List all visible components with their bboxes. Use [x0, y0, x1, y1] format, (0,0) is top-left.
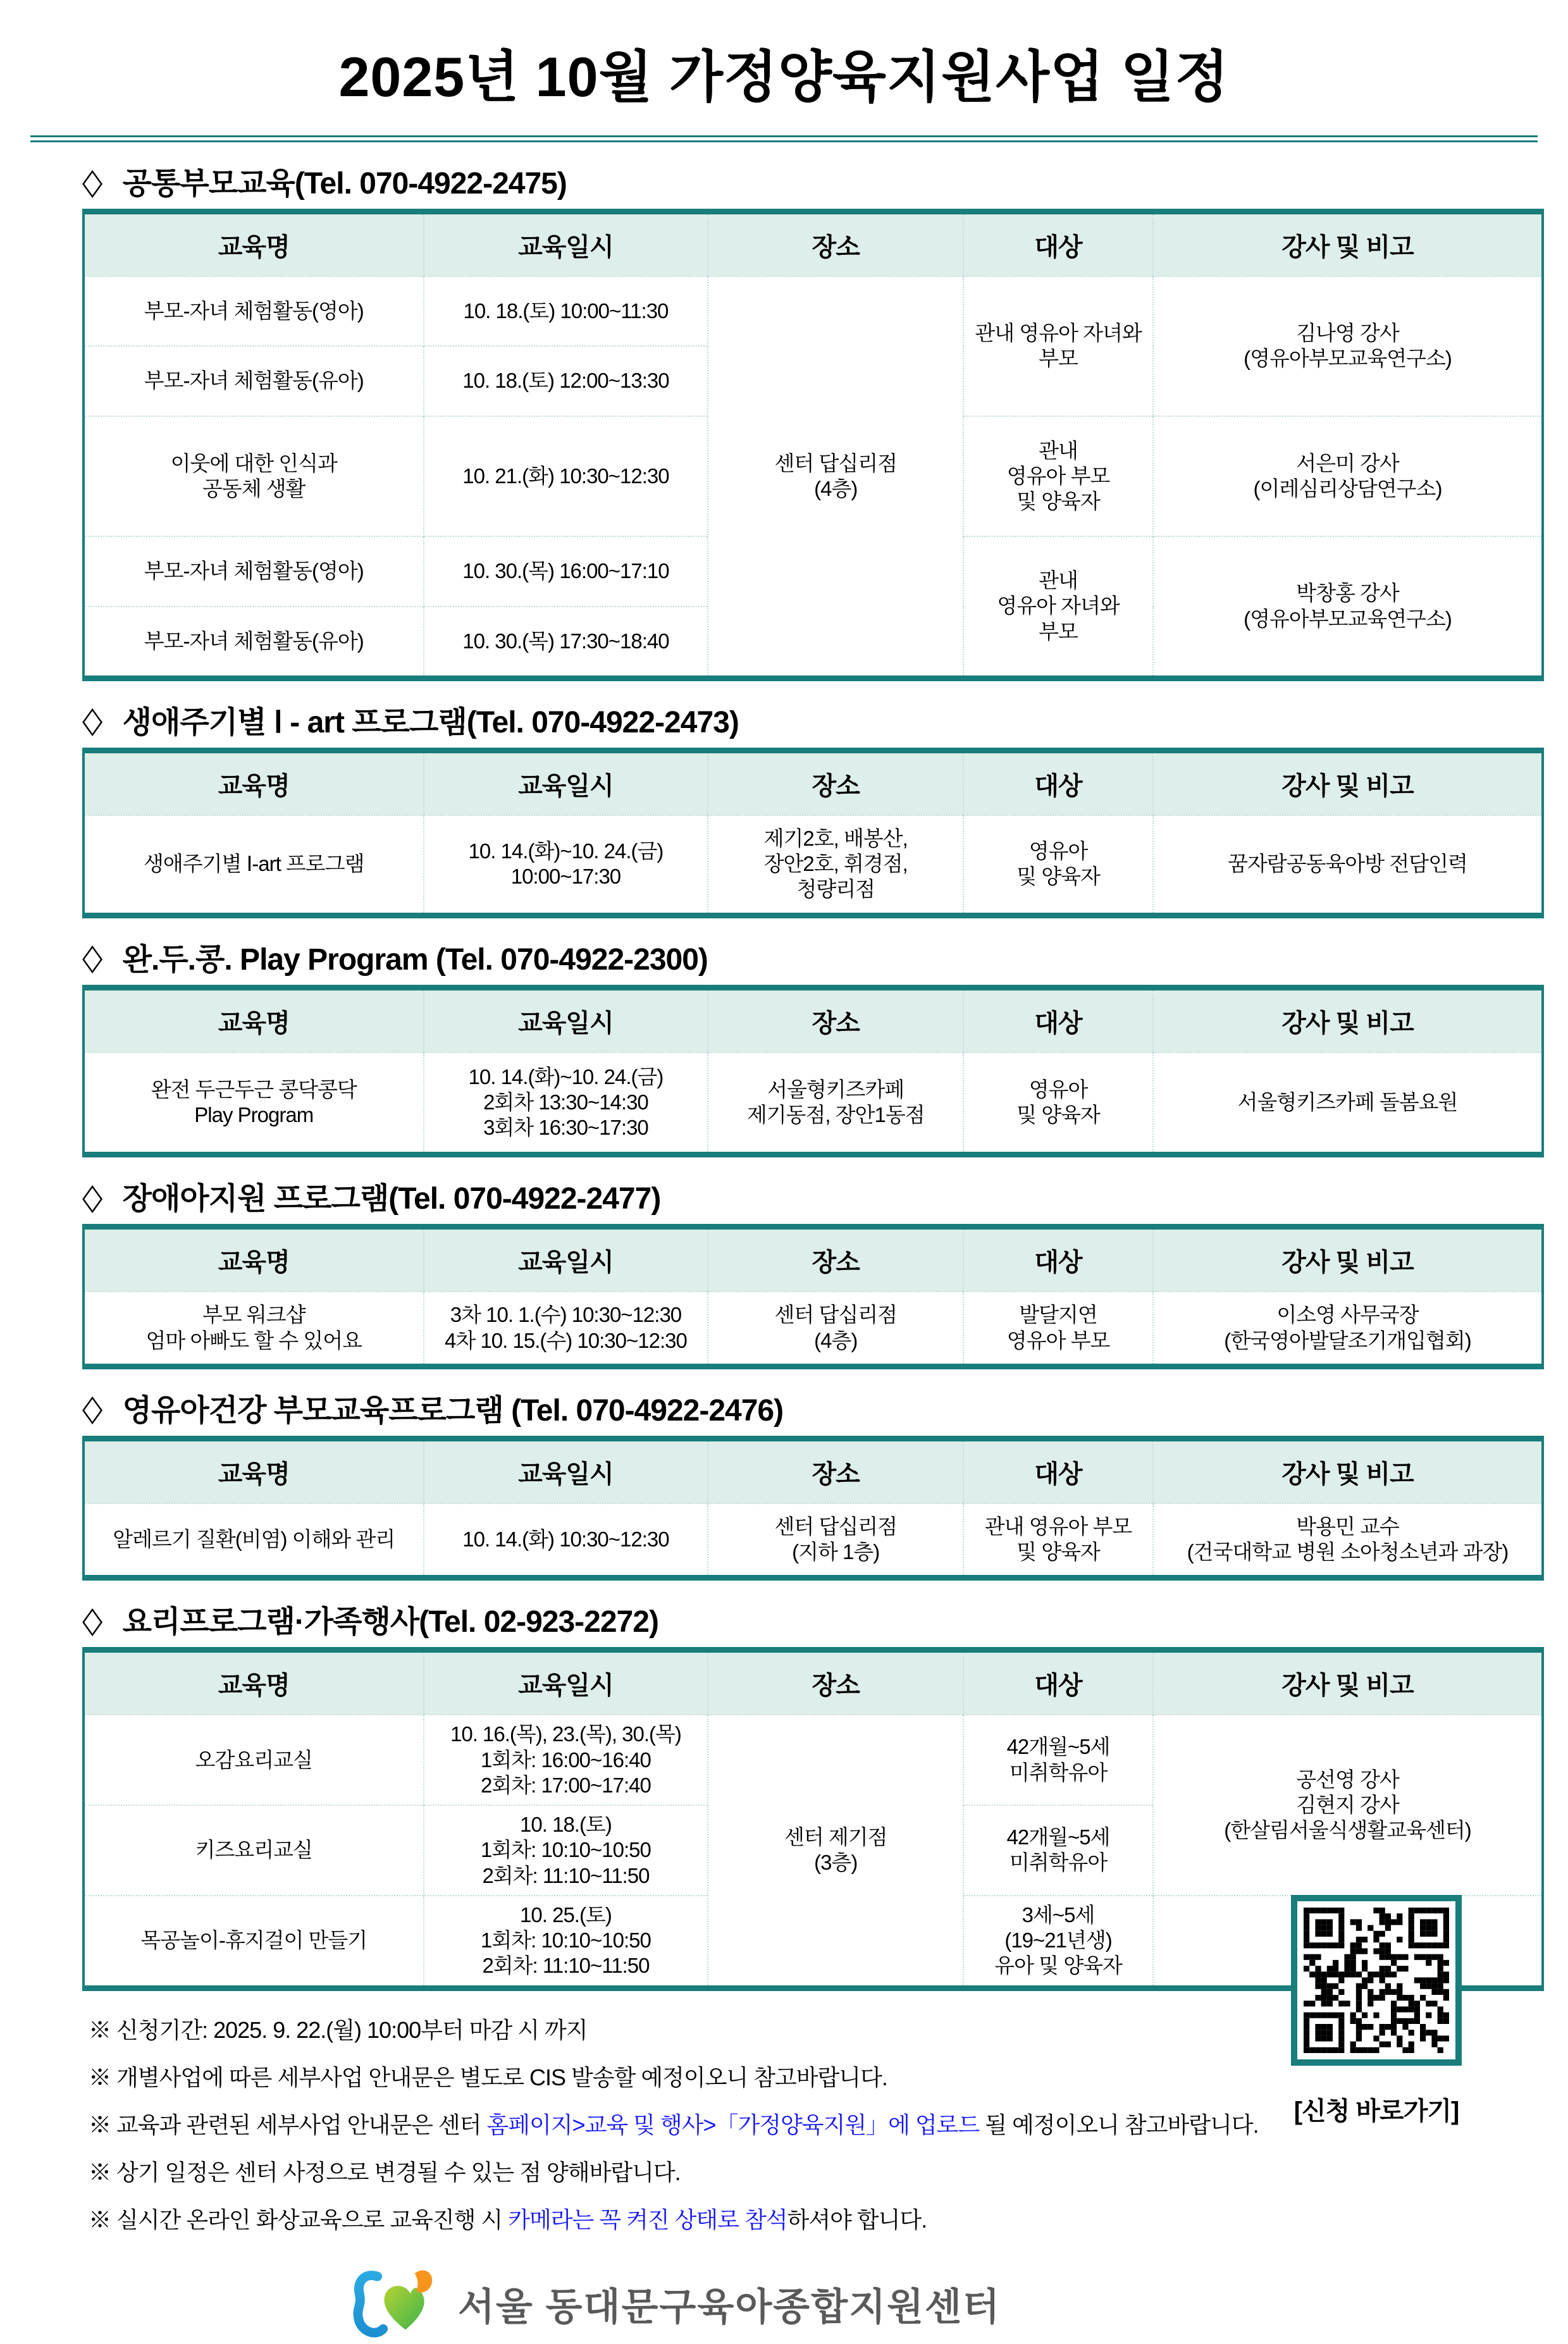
qr-label: [신청 바로가기]	[1293, 2097, 1459, 2125]
column-header: 교육명	[83, 987, 424, 1052]
column-header: 장소	[708, 1438, 963, 1503]
table-cell: 3차 10. 1.(수) 10:30~12:30 4차 10. 15.(수) 10:30~12:30	[424, 1292, 708, 1366]
table-cell: 센터 답십리점 (4층)	[708, 276, 963, 678]
table-cell: 서울형키즈카페 돌봄요원	[1153, 1052, 1543, 1155]
note-highlight-text: 홈페이지>교육 및 행사>「가정양육지원」에 업로드	[486, 2111, 980, 2138]
table-cell: 센터 답십리점 (4층)	[708, 1292, 963, 1366]
table-cell: 부모-자녀 체험활동(유아)	[83, 607, 424, 679]
center-logo	[89, 2265, 1265, 2344]
column-header: 교육일시	[424, 987, 708, 1052]
table-cell: 10. 14.(화) 10:30~12:30	[424, 1503, 708, 1578]
column-header: 대상	[963, 987, 1153, 1052]
diamond-icon: ◇	[82, 1387, 102, 1429]
table-cell: 부모 워크샵 엄마 아빠도 할 수 있어요	[83, 1292, 424, 1366]
center-logo-mark	[353, 2265, 448, 2344]
column-header: 대상	[963, 1227, 1153, 1292]
section-disabled-child-support	[82, 1174, 1544, 1369]
note-text: ※ 개별사업에 따른 세부사업 안내문은 별도로 CIS 발송할 예정이오니 참고바랍니다.	[89, 2064, 887, 2090]
section-common-parent-education	[82, 159, 1544, 681]
section-heading-text: 완.두.콩. Play Program (Tel. 070-4922-2300)	[122, 942, 708, 977]
table-cell: 공선영 강사 김현지 강사 (한살림서울식생활교육센터)	[1153, 1715, 1543, 1896]
column-header: 교육명	[83, 1227, 424, 1292]
schedule-table-wandukong-play-program	[82, 985, 1544, 1158]
note-text: ※ 실시간 온라인 화상교육으로 교육진행 시	[89, 2206, 509, 2233]
table-cell: 키즈요리교실	[83, 1805, 424, 1896]
table-cell: 이소영 사무국장 (한국영아발달조기개입협회)	[1153, 1292, 1543, 1366]
column-header: 교육일시	[424, 1227, 708, 1292]
table-row	[83, 1292, 1543, 1366]
note-line	[89, 2155, 1568, 2187]
table-cell: 3세~5세 (19~21년생) 유아 및 양육자	[963, 1896, 1153, 1988]
diamond-icon: ◇	[82, 1598, 102, 1640]
page-title: 2025년 10월 가정양육지원사업 일정	[338, 46, 1230, 108]
qr-code	[1304, 1908, 1449, 2053]
table-cell: 42개월~5세 미취학유아	[963, 1715, 1153, 1805]
column-header: 대상	[963, 1650, 1153, 1715]
table-cell: 관내 영유아 부모 및 양육자	[963, 1503, 1153, 1578]
table-cell: 42개월~5세 미취학유아	[963, 1805, 1153, 1896]
table-cell: 관내 영유아 자녀와 부모	[963, 536, 1153, 678]
note-text: ※ 교육과 관련된 세부사업 안내문은 센터	[89, 2111, 487, 2138]
diamond-icon: ◇	[82, 1175, 102, 1217]
section-heading-text: 공통부모교육(Tel. 070-4922-2475)	[122, 167, 567, 200]
table-cell: 센터 답십리점 (지하 1층)	[708, 1503, 963, 1578]
section-heading	[82, 1174, 1544, 1218]
column-header: 대상	[963, 750, 1153, 815]
column-header: 교육명	[83, 212, 424, 277]
section-infant-health-parent-education	[82, 1386, 1544, 1581]
table-cell: 관내 영유아 자녀와 부모	[963, 276, 1153, 416]
table-cell: 생애주기별 Ⅰ-art 프로그램	[83, 815, 424, 915]
table-cell: 10. 16.(목), 23.(목), 30.(목) 1회차: 16:00~16:40 2회차: 17:00~17:40	[424, 1715, 708, 1805]
table-row	[83, 1715, 1543, 1805]
column-header: 교육일시	[424, 1650, 708, 1715]
section-heading	[82, 1597, 1544, 1641]
table-cell: 김나영 강사 (영유아부모교육연구소)	[1153, 276, 1543, 416]
column-header: 교육일시	[424, 750, 708, 815]
section-heading	[82, 1386, 1544, 1429]
table-cell: 10. 18.(토) 12:00~13:30	[424, 346, 708, 416]
table-cell: 서은미 강사 (이레심리상담연구소)	[1153, 416, 1543, 537]
schedule-table-common-parent-education	[82, 209, 1544, 681]
center-logo-text: 서울 동대문구육아종합지원센터	[457, 2286, 1001, 2328]
column-header: 장소	[708, 1650, 963, 1715]
table-cell: 부모-자녀 체험활동(영아)	[83, 536, 424, 606]
column-header: 장소	[708, 987, 963, 1052]
note-text: ※ 상기 일정은 센터 사정으로 변경될 수 있는 점 양해바랍니다.	[89, 2159, 681, 2185]
table-cell: 부모-자녀 체험활동(영아)	[83, 276, 424, 346]
qr-block	[1288, 1895, 1465, 2127]
column-header: 강사 및 비고	[1153, 750, 1543, 815]
section-heading	[82, 935, 1544, 978]
table-cell: 박창홍 강사 (영유아부모교육연구소)	[1153, 536, 1543, 678]
diamond-icon: ◇	[82, 699, 102, 741]
note-text: 하셔야 합니다.	[787, 2206, 927, 2233]
table-cell: 10. 14.(화)~10. 24.(금) 10:00~17:30	[424, 815, 708, 915]
table-row	[83, 1052, 1543, 1155]
column-header: 강사 및 비고	[1153, 1438, 1543, 1503]
table-cell: 10. 30.(목) 17:30~18:40	[424, 607, 708, 679]
table-cell: 목공놀이-휴지걸이 만들기	[83, 1896, 424, 1988]
section-heading	[82, 159, 1544, 202]
column-header: 장소	[708, 750, 963, 815]
table-cell: 10. 14.(화)~10. 24.(금) 2회차 13:30~14:30 3회차 16:30~17:30	[424, 1052, 708, 1155]
table-cell: 관내 영유아 부모 및 양육자	[963, 416, 1153, 537]
section-wandukong-play-program	[82, 935, 1544, 1158]
section-heading-text: 생애주기별 Ⅰ - art 프로그램(Tel. 070-4922-2473)	[122, 705, 739, 739]
schedule-table-lifecycle-i-art	[82, 748, 1544, 918]
column-header: 강사 및 비고	[1153, 212, 1543, 277]
table-cell: 제기2호, 배봉산, 장안2호, 휘경점, 청량리점	[708, 815, 963, 915]
table-cell: 센터 제기점 (3층)	[708, 1715, 963, 1988]
table-cell: 완전 두근두근 콩닥콩닥 Play Program	[83, 1052, 424, 1155]
table-cell: 부모-자녀 체험활동(유아)	[83, 346, 424, 416]
section-heading-text: 영유아건강 부모교육프로그램 (Tel. 070-4922-2476)	[122, 1393, 784, 1428]
column-header: 강사 및 비고	[1153, 1227, 1543, 1292]
table-cell: 10. 21.(화) 10:30~12:30	[424, 416, 708, 537]
column-header: 강사 및 비고	[1153, 987, 1543, 1052]
table-cell: 오감요리교실	[83, 1715, 424, 1805]
table-row	[83, 276, 1543, 346]
column-header: 대상	[963, 212, 1153, 277]
diamond-icon: ◇	[82, 936, 102, 977]
section-heading-text: 장애아지원 프로그램(Tel. 070-4922-2477)	[122, 1182, 661, 1216]
column-header: 교육명	[83, 1650, 424, 1715]
table-cell: 10. 25.(토) 1회차: 10:10~10:50 2회차: 11:10~11:50	[424, 1896, 708, 1988]
table-cell: 서울형키즈카페 제기동점, 장안1동점	[708, 1052, 963, 1155]
table-cell: 꿈자람공동육아방 전담인력	[1153, 815, 1543, 915]
table-cell: 박용민 교수 (건국대학교 병원 소아청소년과 과장)	[1153, 1503, 1543, 1578]
table-cell: 10. 18.(토) 1회차: 10:10~10:50 2회차: 11:10~11:50	[424, 1805, 708, 1896]
table-cell: 이웃에 대한 인식과 공동체 생활	[83, 416, 424, 537]
title-divider	[30, 135, 1538, 142]
table-cell: 영유아 및 양육자	[963, 1052, 1153, 1155]
qr-frame	[1291, 1895, 1462, 2066]
column-header: 대상	[963, 1438, 1153, 1503]
table-cell: 영유아 및 양육자	[963, 815, 1153, 915]
note-text: ※ 신청기간: 2025. 9. 22.(월) 10:00부터 마감 시 까지	[89, 2016, 588, 2043]
table-cell: 발달지연 영유아 부모	[963, 1292, 1153, 1366]
column-header: 교육명	[83, 750, 424, 815]
column-header: 교육일시	[424, 1438, 708, 1503]
table-cell: 알레르기 질환(비염) 이해와 관리	[83, 1503, 424, 1578]
note-line	[89, 2202, 1568, 2235]
schedule-table-infant-health-parent-education	[82, 1436, 1544, 1581]
column-header: 강사 및 비고	[1153, 1650, 1543, 1715]
table-row	[83, 815, 1543, 915]
column-header: 장소	[708, 212, 963, 277]
column-header: 교육일시	[424, 212, 708, 277]
column-header: 장소	[708, 1227, 963, 1292]
schedule-table-disabled-child-support	[82, 1224, 1544, 1369]
table-cell: 10. 30.(목) 16:00~17:10	[424, 536, 708, 606]
diamond-icon: ◇	[82, 160, 102, 202]
column-header: 교육명	[83, 1438, 424, 1503]
section-lifecycle-i-art	[82, 698, 1544, 918]
table-cell: 10. 18.(토) 10:00~11:30	[424, 276, 708, 346]
table-row	[83, 1503, 1543, 1578]
note-highlight-text: 카메라는 꼭 켜진 상태로 참석	[508, 2206, 787, 2233]
section-heading-text: 요리프로그램·가족행사(Tel. 02-923-2272)	[122, 1605, 658, 1639]
note-text: 될 예정이오니 참고바랍니다.	[979, 2111, 1259, 2138]
section-heading	[82, 698, 1544, 741]
